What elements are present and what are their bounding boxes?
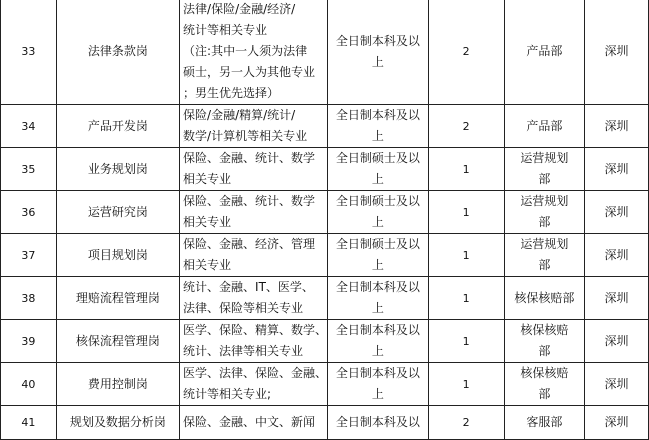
table-row	[1, 105, 649, 148]
position-cell	[56, 277, 179, 320]
major-line: 医学、保险、精算、数学、	[183, 323, 328, 337]
headcount: 1	[462, 162, 470, 176]
position-name: 核保流程管理岗	[75, 333, 160, 348]
education-cell	[328, 105, 429, 148]
department-line: 运营规划	[520, 151, 569, 165]
job-table-body	[1, 0, 649, 440]
position-name: 产品开发岗	[87, 118, 148, 133]
education-line: 上	[371, 54, 384, 69]
education-line: 上	[371, 344, 384, 358]
city-cell	[585, 406, 649, 440]
major-line: 保险、金融、经济、管理	[183, 237, 316, 251]
row-number: 40	[21, 377, 36, 391]
headcount: 1	[462, 334, 470, 348]
row-number-cell	[1, 363, 57, 406]
department-cell	[504, 320, 584, 363]
department-line: 部	[538, 344, 551, 358]
table-row	[1, 363, 649, 406]
position-cell	[56, 406, 179, 440]
position-name: 费用控制岗	[87, 376, 148, 391]
row-number: 38	[21, 291, 36, 305]
department-line: 核保核赔	[520, 366, 569, 380]
department-line: 部	[538, 172, 551, 186]
major-line: 保险、金融、中文、新闻	[183, 415, 316, 429]
education-line: 全日制本科及以	[335, 33, 420, 48]
department-line: 运营规划	[520, 194, 569, 208]
department-line: 核保核赔	[520, 323, 569, 337]
education-cell	[328, 234, 429, 277]
department-line: 客服部	[526, 415, 563, 429]
education-line: 上	[371, 258, 384, 272]
education-line: 上	[371, 129, 384, 143]
position-name: 规划及数据分析岗	[69, 415, 166, 429]
major-cell	[180, 406, 328, 440]
major-line: 保险/金融/精算/统计/	[183, 108, 296, 122]
headcount-cell	[428, 406, 504, 440]
headcount: 2	[462, 416, 470, 429]
education-line: 全日制本科及以	[335, 108, 420, 122]
department-cell	[504, 191, 584, 234]
row-number-cell	[1, 105, 57, 148]
city-cell	[585, 148, 649, 191]
education-cell	[328, 363, 429, 406]
headcount: 2	[462, 119, 470, 133]
headcount: 1	[462, 205, 470, 219]
row-number-cell	[1, 148, 57, 191]
city-name: 深圳	[604, 44, 629, 58]
headcount-cell	[428, 277, 504, 320]
headcount-cell	[428, 234, 504, 277]
row-number-cell	[1, 277, 57, 320]
education-cell	[328, 277, 429, 320]
major-cell	[180, 105, 328, 148]
department-cell	[504, 277, 584, 320]
headcount: 2	[462, 45, 470, 58]
major-cell	[180, 234, 328, 277]
position-name: 法律条款岗	[87, 44, 148, 58]
headcount: 1	[462, 248, 470, 262]
education-cell	[328, 148, 429, 191]
city-cell	[585, 320, 649, 363]
city-cell	[585, 0, 649, 105]
education-line: 全日制本科及以	[335, 323, 420, 337]
major-line: 保险、金融、统计、数学	[183, 151, 316, 165]
city-cell	[585, 191, 649, 234]
major-line: 统计等相关专业	[183, 23, 268, 37]
education-line: 全日制本科及以	[335, 280, 420, 294]
city-name: 深圳	[604, 247, 629, 262]
department-cell	[504, 234, 584, 277]
row-number-cell	[1, 0, 57, 105]
headcount-cell	[428, 320, 504, 363]
city-name: 深圳	[604, 290, 629, 305]
department-cell	[504, 0, 584, 105]
major-line: ；男生优先选择）	[183, 86, 280, 100]
table-row	[1, 234, 649, 277]
education-cell	[328, 320, 429, 363]
major-line: 法律/保险/金融/经济/	[183, 2, 296, 16]
headcount: 1	[462, 377, 470, 391]
department-line: 产品部	[526, 118, 563, 133]
department-cell	[504, 105, 584, 148]
major-line: 统计、法律等相关专业	[183, 344, 304, 358]
position-cell	[56, 105, 179, 148]
major-line: （注:其中一人须为法律	[183, 44, 308, 58]
row-number: 33	[21, 45, 36, 58]
position-name: 理赔流程管理岗	[75, 290, 160, 305]
major-line: 数学/计算机等相关专业	[183, 129, 308, 143]
education-cell	[328, 406, 429, 440]
city-name: 深圳	[604, 415, 629, 429]
major-cell	[180, 0, 328, 105]
city-cell	[585, 277, 649, 320]
education-cell	[328, 0, 429, 105]
department-line: 部	[538, 258, 551, 272]
major-cell	[180, 320, 328, 363]
row-number: 39	[21, 334, 36, 348]
headcount-cell	[428, 105, 504, 148]
department-cell	[504, 363, 584, 406]
row-number: 35	[21, 162, 36, 176]
city-cell	[585, 105, 649, 148]
major-cell	[180, 363, 328, 406]
headcount-cell	[428, 363, 504, 406]
department-line: 部	[538, 387, 551, 401]
department-cell	[504, 406, 584, 440]
education-line: 上	[371, 301, 384, 315]
city-name: 深圳	[604, 333, 629, 348]
education-line: 上	[371, 172, 384, 186]
position-cell	[56, 148, 179, 191]
city-cell	[585, 363, 649, 406]
major-line: 硕士，另一人为其他专业	[183, 65, 316, 79]
table-row	[1, 320, 649, 363]
department-line: 部	[538, 215, 551, 229]
major-line: 统计等相关专业;	[183, 387, 272, 401]
major-line: 相关专业	[183, 258, 232, 272]
row-number-cell	[1, 320, 57, 363]
department-line: 产品部	[526, 44, 563, 58]
table-row	[1, 148, 649, 191]
position-cell	[56, 0, 179, 105]
row-number-cell	[1, 191, 57, 234]
major-line: 相关专业	[183, 172, 232, 186]
headcount-cell	[428, 0, 504, 105]
city-name: 深圳	[604, 204, 629, 219]
education-line: 全日制硕士及以	[335, 237, 420, 251]
headcount-cell	[428, 148, 504, 191]
major-line: 统计、金融、IT、医学、	[183, 280, 314, 294]
row-number-cell	[1, 234, 57, 277]
major-line: 法律、保险等相关专业	[183, 301, 304, 315]
position-name: 运营研究岗	[87, 204, 148, 219]
headcount: 1	[462, 291, 470, 305]
education-line: 全日制本科及以	[335, 366, 420, 380]
major-cell	[180, 277, 328, 320]
position-cell	[56, 320, 179, 363]
major-cell	[180, 191, 328, 234]
city-name: 深圳	[604, 118, 629, 133]
position-cell	[56, 234, 179, 277]
position-name: 业务规划岗	[87, 161, 148, 176]
table-row	[1, 0, 649, 105]
table-row	[1, 277, 649, 320]
city-cell	[585, 234, 649, 277]
table-row	[1, 406, 649, 440]
headcount-cell	[428, 191, 504, 234]
major-line: 保险、金融、统计、数学	[183, 194, 316, 208]
department-line: 运营规划	[520, 237, 569, 251]
department-line: 核保核赔部	[514, 290, 575, 305]
city-name: 深圳	[604, 376, 629, 391]
education-cell	[328, 191, 429, 234]
education-line: 全日制硕士及以	[335, 151, 420, 165]
education-line: 全日制本科及以	[335, 415, 420, 429]
department-cell	[504, 148, 584, 191]
education-line: 全日制硕士及以	[335, 194, 420, 208]
row-number: 41	[21, 416, 36, 429]
table-row	[1, 191, 649, 234]
education-line: 上	[371, 215, 384, 229]
row-number: 34	[21, 119, 36, 133]
city-name: 深圳	[604, 161, 629, 176]
position-cell	[56, 363, 179, 406]
position-name: 项目规划岗	[87, 247, 148, 262]
major-line: 医学、法律、保险、金融、	[183, 366, 328, 380]
major-cell	[180, 148, 328, 191]
education-line: 上	[371, 387, 384, 401]
row-number: 36	[21, 205, 36, 219]
major-line: 相关专业	[183, 215, 232, 229]
row-number: 37	[21, 248, 36, 262]
position-cell	[56, 191, 179, 234]
row-number-cell	[1, 406, 57, 440]
